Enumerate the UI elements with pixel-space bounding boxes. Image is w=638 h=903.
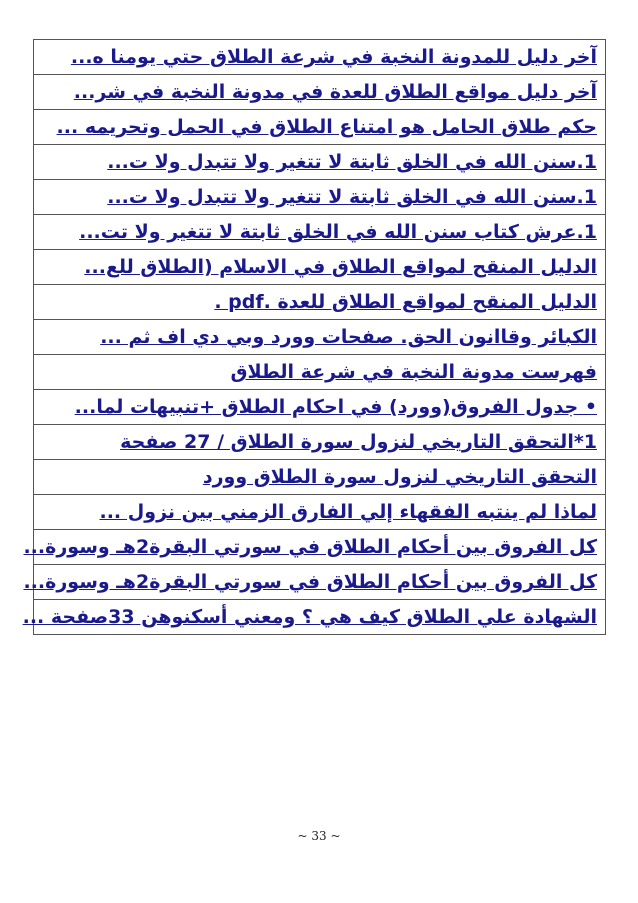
table-row	[34, 75, 606, 110]
toc-link[interactable]: آخر دليل مواقع الطلاق للعدة في مدونة النخبة في شر...	[73, 81, 597, 103]
toc-link[interactable]: كل الفروق بين أحكام الطلاق في سورتي البقرة2هـ وسورة...	[23, 571, 597, 593]
toc-cell	[34, 425, 606, 460]
table-row	[34, 285, 606, 320]
table-row	[34, 180, 606, 215]
toc-link[interactable]: • جدول الفروق(وورد) في احكام الطلاق +تنبيهات لما...	[74, 396, 597, 418]
table-row	[34, 250, 606, 285]
toc-cell	[34, 250, 606, 285]
table-row	[34, 110, 606, 145]
toc-link[interactable]: 1.سنن الله في الخلق ثابتة لا تتغير ولا تتبدل ولا ت...	[107, 151, 597, 173]
toc-link[interactable]: 1.عرش كتاب سنن الله في الخلق ثابتة لا تتغير ولا تت...	[79, 221, 597, 243]
toc-link[interactable]: آخر دليل للمدونة النخبة في شرعة الطلاق حتي يومنا ه...	[70, 46, 597, 68]
toc-cell	[34, 355, 606, 390]
table-row	[34, 40, 606, 75]
toc-cell	[34, 215, 606, 250]
toc-body	[22, 40, 606, 635]
toc-cell	[34, 495, 606, 530]
toc-cell	[34, 75, 606, 110]
table-row	[34, 145, 606, 180]
toc-link[interactable]: فهرست مدونة النخبة في شرعة الطلاق	[230, 361, 597, 383]
toc-cell	[34, 40, 606, 75]
table-row	[34, 600, 606, 635]
toc-cell	[22, 600, 606, 635]
table-row	[34, 215, 606, 250]
table-row	[34, 355, 606, 390]
toc-cell	[34, 460, 606, 495]
toc-link[interactable]: كل الفروق بين أحكام الطلاق في سورتي البقرة2هـ وسورة...	[23, 536, 597, 558]
toc-cell	[34, 180, 606, 215]
toc-link[interactable]: الدليل المنقح لمواقع الطلاق في الاسلام (الطلاق للع...	[84, 256, 597, 278]
toc-link[interactable]: حكم طلاق الحامل هو امتناع الطلاق في الحمل وتحريمه ...	[56, 116, 597, 138]
toc-cell	[34, 285, 606, 320]
table-row	[34, 530, 606, 565]
toc-cell	[23, 530, 606, 565]
toc-cell	[34, 320, 606, 355]
table-row	[34, 320, 606, 355]
page-number: ~ 33 ~	[297, 829, 341, 843]
toc-cell	[23, 565, 606, 600]
table-row	[34, 460, 606, 495]
toc-cell	[34, 110, 606, 145]
toc-link[interactable]: الشهادة علي الطلاق كيف هي ؟ ومعني أسكنوهن 33صفحة ...	[22, 606, 597, 628]
table-row	[34, 390, 606, 425]
toc-link[interactable]: الدليل المنقح لمواقع الطلاق للعدة .pdf .	[214, 291, 597, 313]
toc-table	[22, 39, 606, 635]
toc-link[interactable]: التحقق التاريخي لنزول سورة الطلاق وورد	[202, 466, 597, 488]
toc-cell	[34, 390, 606, 425]
toc-link[interactable]: 1.سنن الله في الخلق ثابتة لا تتغير ولا تتبدل ولا ت...	[107, 186, 597, 208]
table-row	[34, 565, 606, 600]
toc-link[interactable]: الكبائر وقاانون الحق. صفحات وورد وبي دي اف ثم ...	[100, 326, 597, 348]
toc-link[interactable]: لماذا لم ينتبه الفقهاء إلي الفارق الزمني بين نزول ...	[99, 501, 597, 523]
table-row	[34, 425, 606, 460]
toc-cell	[34, 145, 606, 180]
table-row	[34, 495, 606, 530]
toc-link[interactable]: 1*التحقق التاريخي لنزول سورة الطلاق / 27 صفحة	[120, 431, 597, 453]
